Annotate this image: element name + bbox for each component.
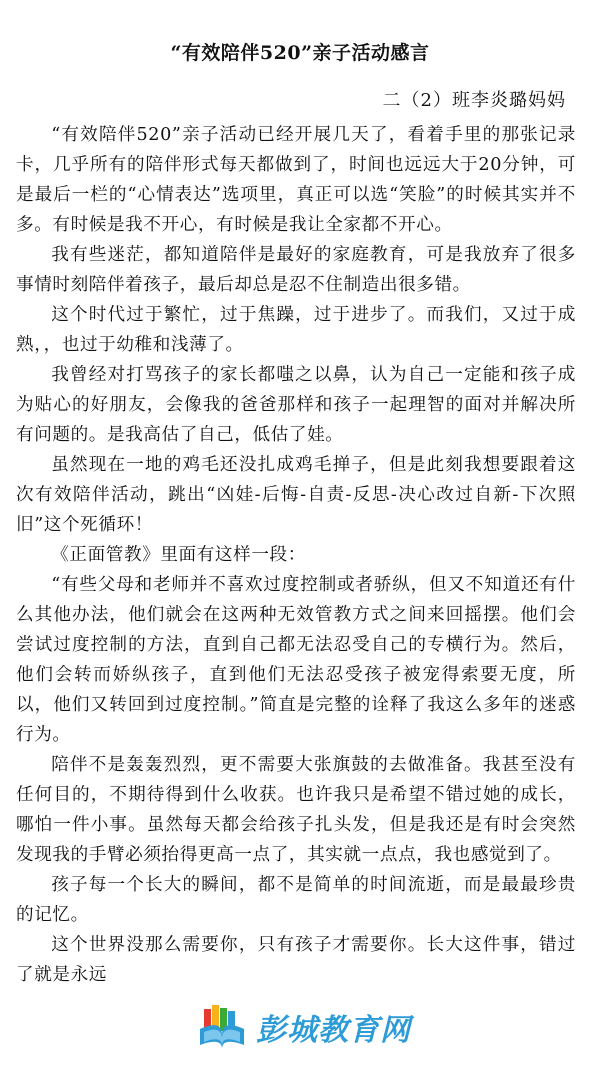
- paragraph: 虽然现在一地的鸡毛还没扎成鸡毛掸子，但是此刻我想要跟着这次有效陪伴活动，跳出“凶娃-后悔-自责-反思-决心改过自新-下次照旧”这个死循环！: [16, 455, 576, 535]
- site-watermark: [198, 1002, 428, 1052]
- open-book-logo-icon: [198, 1005, 246, 1049]
- paragraph: 孩子每一个长大的瞬间，都不是简单的时间流逝，而是最最珍贵的记忆。: [16, 875, 576, 925]
- paragraph: “有效陪伴520”亲子活动已经开展几天了，看着手里的那张记录卡，几乎所有的陪伴形式每天都做到了，时间也远远大于20分钟，可是最后一栏的“心情表达”选项里，真正可以选“笑脸”的时候其实并不多。有时候是我不开心，有时候是我让全家都不开心。: [16, 125, 576, 235]
- document-author: 二（2）班李炎璐妈妈: [382, 90, 566, 111]
- watermark-text: 彭城教育网: [256, 1013, 411, 1048]
- paragraph: 《正面管教》里面有这样一段：: [51, 545, 306, 565]
- paragraph: 我有些迷茫，都知道陪伴是最好的家庭教育，可是我放弃了很多事情时刻陪伴着孩子，最后却总是忍不住制造出很多错。: [16, 245, 576, 295]
- paragraph: “有些父母和老师并不喜欢过度控制或者骄纵，但又不知道还有什么其他办法，他们就会在这两种无效管教方式之间来回摇摆。他们会尝试过度控制的方法，直到自己都无法忍受自己的专横行为。然后，他们会转而娇纵孩子，直到他们无法忍受孩子被宠得索要无度，所以，他们又转回到过度控制。”简直是完整的诠释了我这么多年的迷惑行为。: [16, 575, 576, 745]
- paragraph: 这个世界没那么需要你，只有孩子才需要你。长大这件事，错过了就是永远: [16, 935, 576, 985]
- paragraph: 我曾经对打骂孩子的家长都嗤之以鼻，认为自己一定能和孩子成为贴心的好朋友，会像我的爸爸那样和孩子一起理智的面对并解决所有问题的。是我高估了自己，低估了娃。: [16, 365, 576, 445]
- paragraph: 陪伴不是轰轰烈烈，更不需要大张旗鼓的去做准备。我甚至没有任何目的，不期待得到什么收获。也许我只是希望不错过她的成长，哪怕一件小事。虽然每天都会给孩子扎头发，但是我还是有时会突然发现我的手臂必须抬得更高一点了，其实就一点点，我也感觉到了。: [16, 755, 576, 865]
- document-title: “有效陪伴520”亲子活动感言: [170, 42, 430, 64]
- paragraph: 这个时代过于繁忙，过于焦躁，过于进步了。而我们，又过于成熟，，也过于幼稚和浅薄了。: [16, 305, 576, 355]
- document-body: [16, 120, 576, 990]
